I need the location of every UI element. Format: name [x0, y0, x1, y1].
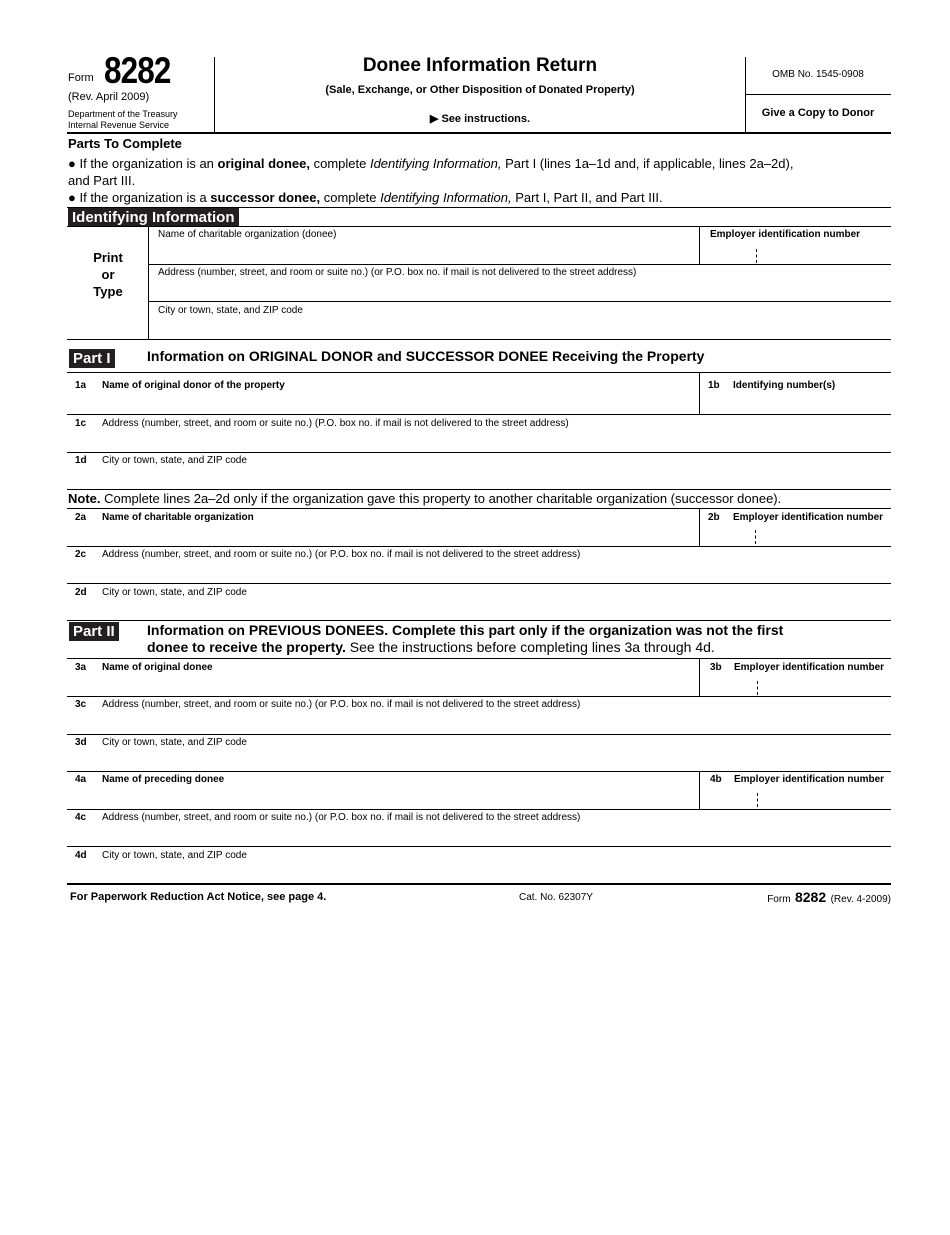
line-4d-number: 4d	[75, 850, 87, 861]
donor-address-field[interactable]	[102, 432, 888, 450]
org-name-label: Name of charitable organization (donee)	[158, 229, 337, 240]
bullet-icon: ●	[68, 156, 76, 171]
footer-form-id	[700, 889, 891, 907]
line-1d-label: City or town, state, and ZIP code	[102, 455, 247, 466]
text-bold: successor donee,	[210, 190, 321, 205]
line-1c-number: 1c	[75, 418, 87, 429]
line-1a-label: Name of original donor of the property	[102, 380, 285, 391]
successor-org-city-field[interactable]	[102, 601, 888, 617]
line-2a-label: Name of charitable organization	[102, 512, 254, 523]
org-ein-label: Employer identification number	[710, 229, 861, 240]
text-bold: Information on PREVIOUS DONEES. Complete this part only if the organization was not the first	[147, 622, 784, 638]
line-3b-label: Employer identification number	[734, 662, 885, 673]
text-bold: donee to receive the property.	[147, 639, 346, 655]
note-line-2	[68, 491, 781, 506]
line-3c-label: Address (number, street, and room or suite no.) (or P.O. box no. if mail is not delivered to the street address)	[102, 699, 581, 710]
org-name-field[interactable]	[158, 244, 693, 262]
org-address-field[interactable]	[158, 282, 888, 300]
original-donor-name-field[interactable]	[102, 394, 694, 412]
line-3a-label: Name of original donee	[102, 662, 213, 673]
identifying-information-tag: Identifying Information	[68, 208, 239, 227]
department-line: Department of the Treasury	[68, 109, 178, 119]
line-2c-number: 2c	[75, 549, 87, 560]
text: and Part III.	[68, 173, 136, 188]
form-number: 8282	[794, 889, 827, 905]
line-4a-label: Name of preceding donee	[102, 774, 225, 785]
line-1b-label: Identifying number(s)	[733, 380, 836, 391]
text: Print	[93, 250, 123, 265]
text-bold: original donee,	[217, 156, 310, 171]
paperwork-notice: For Paperwork Reduction Act Notice, see page 4.	[70, 891, 327, 903]
form-word: Form	[68, 72, 94, 84]
org-city-field[interactable]	[158, 319, 888, 337]
text: Part I (lines 1a–1d and, if applicable, lines 2a–2d),	[501, 156, 794, 171]
preceding-donee-ein-field[interactable]	[704, 788, 888, 806]
form-number: 8282	[104, 50, 171, 91]
text: Type	[93, 284, 123, 299]
note-text: Complete lines 2a–2d only if the organization gave this property to another charitable organization (successor donee).	[100, 491, 782, 506]
instruction-successor-donee	[68, 189, 890, 206]
preceding-donee-address-field[interactable]	[102, 826, 888, 844]
instruction-original-donee	[68, 155, 890, 189]
see-instructions-text: See instructions.	[441, 113, 531, 125]
line-2a-number: 2a	[75, 512, 87, 523]
form-header	[0, 0, 950, 135]
line-4b-number: 4b	[710, 774, 722, 785]
text: If the organization is an	[79, 156, 218, 171]
see-instructions	[215, 112, 745, 125]
line-2c-label: Address (number, street, and room or suite no.) (or P.O. box no. if mail is not delivered to the street address)	[102, 549, 581, 560]
original-donee-city-field[interactable]	[102, 751, 888, 769]
copy-to-donor: Give a Copy to Donor	[761, 107, 875, 119]
catalog-number: Cat. No. 62307Y	[519, 892, 593, 903]
successor-org-name-field[interactable]	[102, 526, 694, 544]
text: See the instructions before completing lines 3a through 4d.	[345, 639, 715, 655]
line-2d-number: 2d	[75, 587, 87, 598]
parts-to-complete-heading: Parts To Complete	[68, 136, 182, 151]
form-title: Donee Information Return	[362, 55, 598, 76]
revision-date: (Rev. April 2009)	[68, 91, 150, 103]
note-label: Note.	[68, 491, 101, 506]
line-1c-label: Address (number, street, and room or suite no.) (P.O. box no. if mail is not delivered to the street address)	[102, 418, 569, 429]
agency-line: Internal Revenue Service	[68, 120, 170, 130]
part-ii-tag: Part II	[69, 622, 119, 641]
line-3d-number: 3d	[75, 737, 87, 748]
text: complete	[309, 156, 370, 171]
line-2b-number: 2b	[708, 512, 720, 523]
text: Part I, Part II, and Part III.	[511, 190, 663, 205]
line-2d-label: City or town, state, and ZIP code	[102, 587, 247, 598]
original-donee-ein-field[interactable]	[704, 676, 888, 694]
org-city-label: City or town, state, and ZIP code	[158, 305, 303, 316]
revision: (Rev. 4-2009)	[830, 894, 891, 905]
print-or-type	[68, 249, 148, 300]
line-2b-label: Employer identification number	[733, 512, 884, 523]
line-3b-number: 3b	[710, 662, 722, 673]
successor-org-ein-field[interactable]	[704, 526, 888, 544]
original-donee-address-field[interactable]	[102, 713, 888, 731]
form-subtitle: (Sale, Exchange, or Other Disposition of Donated Property)	[325, 84, 635, 96]
donor-city-field[interactable]	[102, 469, 888, 487]
donor-identifying-number-field[interactable]	[704, 394, 888, 412]
line-4c-number: 4c	[75, 812, 87, 823]
line-4d-label: City or town, state, and ZIP code	[102, 850, 247, 861]
line-1d-number: 1d	[75, 455, 87, 466]
text: complete	[320, 190, 381, 205]
text: If the organization is a	[79, 190, 211, 205]
line-4b-label: Employer identification number	[734, 774, 885, 785]
line-3d-label: City or town, state, and ZIP code	[102, 737, 247, 748]
original-donee-name-field[interactable]	[102, 676, 694, 694]
bullet-icon: ●	[68, 190, 76, 205]
preceding-donee-city-field[interactable]	[102, 864, 888, 880]
text-italic: Identifying Information,	[380, 190, 512, 205]
line-3a-number: 3a	[75, 662, 87, 673]
line-4a-number: 4a	[75, 774, 87, 785]
text-italic: Identifying Information,	[369, 156, 502, 171]
preceding-donee-name-field[interactable]	[102, 788, 694, 806]
part-i-tag: Part I	[69, 349, 115, 368]
org-ein-field[interactable]	[704, 244, 888, 262]
line-3c-number: 3c	[75, 699, 87, 710]
line-1b-number: 1b	[708, 380, 720, 391]
part-i-title: Information on ORIGINAL DONOR and SUCCESSOR DONEE Receiving the Property	[147, 348, 705, 364]
omb-number: OMB No. 1545-0908	[772, 69, 864, 80]
successor-org-address-field[interactable]	[102, 563, 888, 581]
form-word: Form	[767, 894, 791, 905]
org-address-label: Address (number, street, and room or suite no.) (or P.O. box no. if mail is not delivered to the street address)	[158, 267, 637, 278]
line-4c-label: Address (number, street, and room or suite no.) (or P.O. box no. if mail is not delivered to the street address)	[102, 812, 581, 823]
part-ii-title	[147, 622, 887, 656]
arrow-right-icon: ▶	[429, 113, 439, 125]
line-1a-number: 1a	[75, 380, 87, 391]
text: or	[101, 267, 115, 282]
